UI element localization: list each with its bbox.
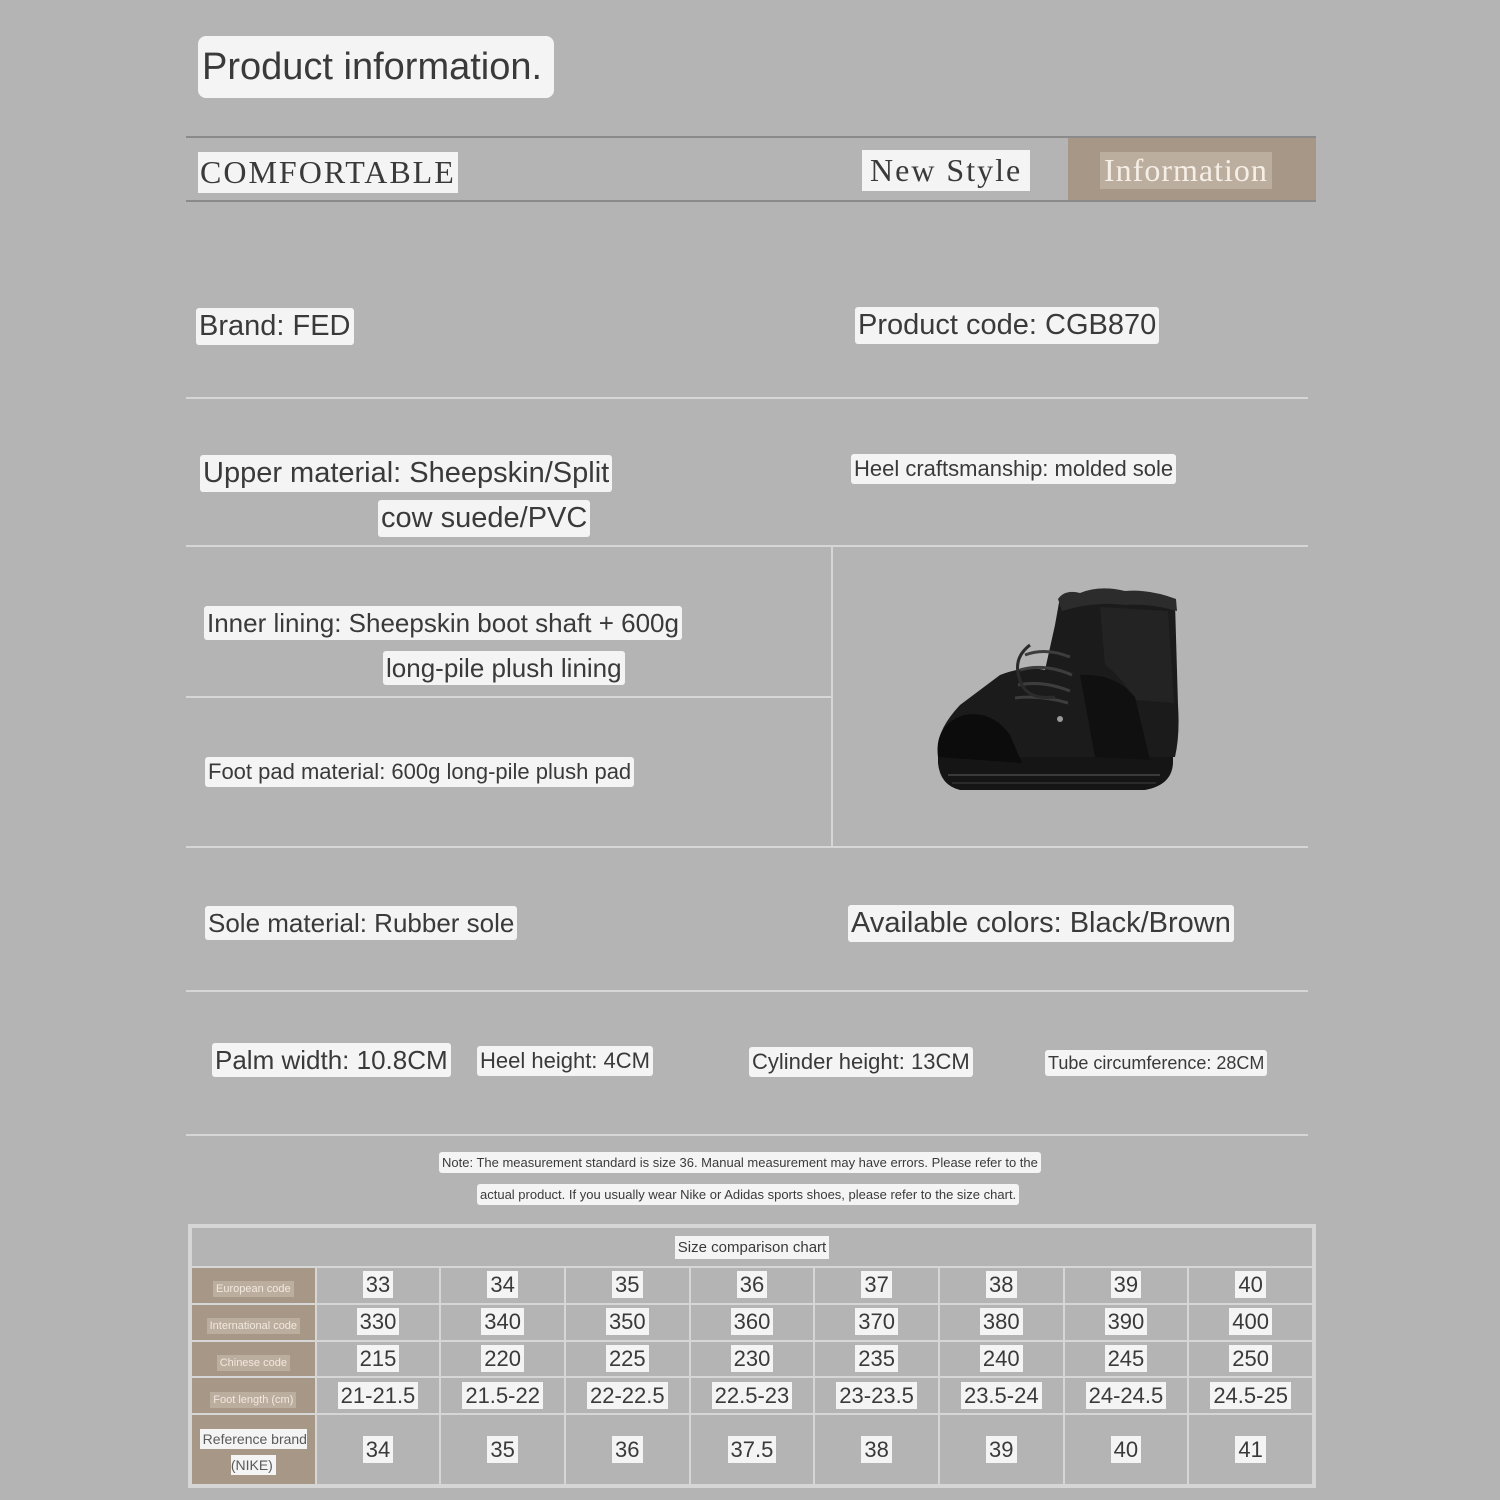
- table-cell: 37: [814, 1267, 939, 1304]
- banner-information-block: [1068, 138, 1316, 200]
- table-cell: 40: [1064, 1414, 1189, 1485]
- table-cell: 21.5-22: [440, 1377, 565, 1414]
- table-row: [191, 1377, 1313, 1414]
- divider: [186, 696, 831, 698]
- table-cell: 400: [1188, 1304, 1313, 1341]
- heel-height-label: Heel height: 4CM: [477, 1046, 653, 1076]
- divider: [186, 1134, 1308, 1136]
- row-header: Foot length (cm): [191, 1377, 316, 1414]
- table-cell: 37.5: [690, 1414, 815, 1485]
- upper-material-line1: Upper material: Sheepskin/Split: [200, 455, 612, 492]
- row-header: Reference brand (NIKE): [191, 1414, 316, 1485]
- row-header: International code: [191, 1304, 316, 1341]
- table-cell: 36: [565, 1414, 690, 1485]
- inner-lining-line2: long-pile plush lining: [383, 651, 625, 685]
- table-cell: 230: [690, 1341, 815, 1378]
- inner-lining-line1: Inner lining: Sheepskin boot shaft + 600g: [204, 606, 682, 640]
- row-header: European code: [191, 1267, 316, 1304]
- table-cell: 23.5-24: [939, 1377, 1064, 1414]
- table-cell: 350: [565, 1304, 690, 1341]
- table-cell: 22-22.5: [565, 1377, 690, 1414]
- table-cell: 22.5-23: [690, 1377, 815, 1414]
- row-header: Chinese code: [191, 1341, 316, 1378]
- table-cell: 215: [316, 1341, 441, 1378]
- table-cell: 41: [1188, 1414, 1313, 1485]
- banner-new-style: New Style: [862, 150, 1030, 191]
- heel-craftsmanship-label: Heel craftsmanship: molded sole: [851, 454, 1176, 484]
- table-row: [191, 1304, 1313, 1341]
- table-row: [191, 1267, 1313, 1304]
- table-cell: 250: [1188, 1341, 1313, 1378]
- table-cell: 34: [316, 1414, 441, 1485]
- note-line1: Note: The measurement standard is size 36. Manual measurement may have errors. Please refer to the: [439, 1152, 1041, 1173]
- table-cell: 33: [316, 1267, 441, 1304]
- table-cell: 220: [440, 1341, 565, 1378]
- table-row: [191, 1341, 1313, 1378]
- size-chart-caption: Size comparison chart: [191, 1227, 1313, 1267]
- upper-material-line2: cow suede/PVC: [378, 500, 590, 537]
- divider: [186, 990, 1308, 992]
- table-cell: 36: [690, 1267, 815, 1304]
- table-cell: 330: [316, 1304, 441, 1341]
- size-chart: [188, 1224, 1316, 1488]
- cylinder-height-label: Cylinder height: 13CM: [749, 1047, 973, 1077]
- palm-width-label: Palm width: 10.8CM: [212, 1043, 451, 1077]
- brand-label: Brand: FED: [196, 308, 354, 345]
- table-cell: 35: [565, 1267, 690, 1304]
- table-cell: 360: [690, 1304, 815, 1341]
- table-cell: 240: [939, 1341, 1064, 1378]
- sole-material-label: Sole material: Rubber sole: [205, 906, 517, 940]
- tube-circumference-label: Tube circumference: 28CM: [1045, 1050, 1267, 1076]
- table-row: [191, 1414, 1313, 1485]
- table-cell: 380: [939, 1304, 1064, 1341]
- table-cell: 245: [1064, 1341, 1189, 1378]
- table-cell: 35: [440, 1414, 565, 1485]
- banner-information: Information: [1100, 152, 1272, 189]
- product-code-label: Product code: CGB870: [855, 307, 1159, 344]
- page-title: Product information.: [198, 36, 554, 98]
- table-cell: 235: [814, 1341, 939, 1378]
- table-cell: 370: [814, 1304, 939, 1341]
- table-cell: 40: [1188, 1267, 1313, 1304]
- divider: [186, 846, 1308, 848]
- table-cell: 24.5-25: [1188, 1377, 1313, 1414]
- table-cell: 34: [440, 1267, 565, 1304]
- table-cell: 39: [1064, 1267, 1189, 1304]
- table-cell: 340: [440, 1304, 565, 1341]
- available-colors-label: Available colors: Black/Brown: [848, 905, 1234, 942]
- header-banner: [186, 136, 1316, 202]
- table-cell: 390: [1064, 1304, 1189, 1341]
- note-line2: actual product. If you usually wear Nike or Adidas sports shoes, please refer to the size chart.: [477, 1184, 1019, 1205]
- banner-comfortable: COMFORTABLE: [198, 152, 458, 193]
- boot-image: [930, 585, 1185, 820]
- table-cell: 38: [939, 1267, 1064, 1304]
- divider: [186, 397, 1308, 399]
- column-divider: [831, 546, 833, 846]
- table-cell: 21-21.5: [316, 1377, 441, 1414]
- foot-pad-label: Foot pad material: 600g long-pile plush pad: [205, 757, 634, 787]
- table-cell: 24-24.5: [1064, 1377, 1189, 1414]
- table-cell: 225: [565, 1341, 690, 1378]
- table-cell: 38: [814, 1414, 939, 1485]
- table-cell: 23-23.5: [814, 1377, 939, 1414]
- table-cell: 39: [939, 1414, 1064, 1485]
- divider: [186, 545, 1308, 547]
